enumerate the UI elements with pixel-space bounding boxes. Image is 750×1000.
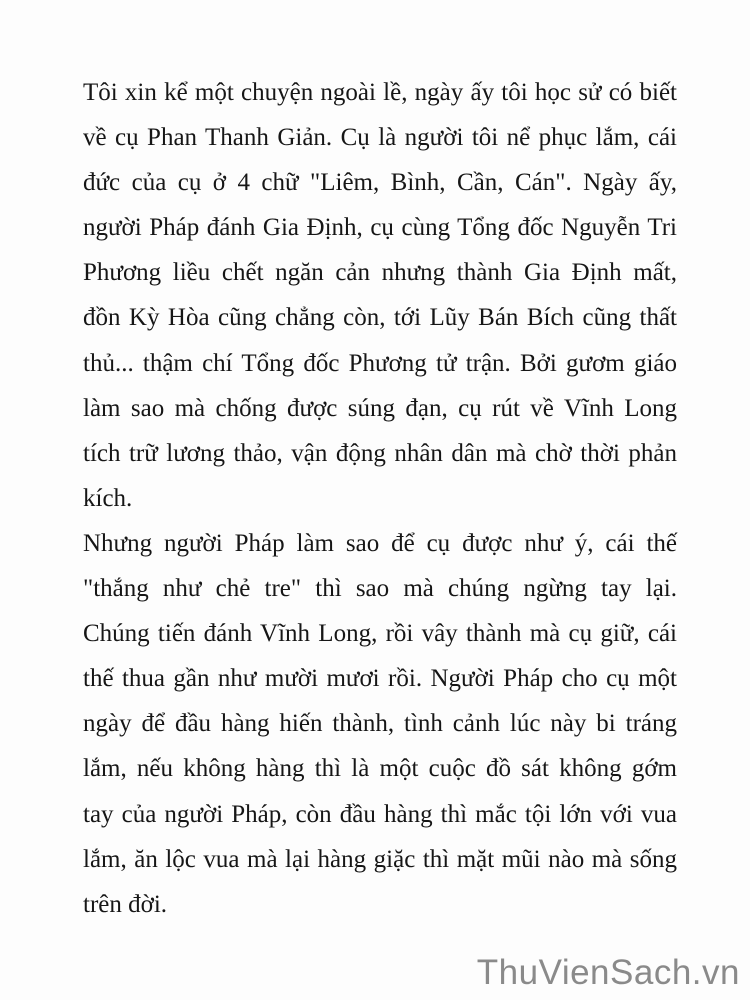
text-line: ngày để đầu hàng hiến thành, tình cảnh lúc này bi tráng <box>83 710 677 738</box>
text-line: đồn Kỳ Hòa cũng chẳng còn, tới Lũy Bán Bích cũng thất <box>83 304 677 332</box>
text-line: người Pháp đánh Gia Định, cụ cùng Tổng đốc Nguyễn Tri <box>83 214 677 242</box>
text-line: làm sao mà chống được súng đạn, cụ rút về Vĩnh Long <box>83 394 677 422</box>
text-line: về cụ Phan Thanh Giản. Cụ là người tôi nể phục lắm, cái <box>83 124 677 152</box>
text-line: trên đời. <box>83 890 168 918</box>
text-line: tích trữ lương thảo, vận động nhân dân mà chờ thời phản <box>83 439 677 467</box>
text-line: kích. <box>83 484 133 512</box>
text-line: lắm, nếu không hàng thì là một cuộc đồ sát không gớm <box>83 755 677 783</box>
text-line: đức của cụ ở 4 chữ "Liêm, Bình, Cần, Cán". Ngày ấy, <box>83 169 677 197</box>
watermark-logo: ThuVienSach.vn <box>476 953 740 992</box>
text-line: Tôi xin kể một chuyện ngoài lề, ngày ấy tôi học sử có biết <box>83 79 677 106</box>
text-line: thủ... thậm chí Tổng đốc Phương tử trận. Bởi gươm giáo <box>83 349 677 377</box>
text-line: lắm, ăn lộc vua mà lại hàng giặc thì mặt mũi nào mà sống <box>83 845 677 873</box>
text-line: "thắng như chẻ tre" thì sao mà chúng ngừng tay lại. <box>83 575 677 603</box>
text-block <box>83 70 677 927</box>
text-line: thế thua gần như mười mươi rồi. Người Pháp cho cụ một <box>83 665 677 693</box>
text-line: Phương liều chết ngăn cản nhưng thành Gia Định mất, <box>83 259 677 287</box>
text-line: Nhưng người Pháp làm sao để cụ được như ý, cái thế <box>83 529 677 557</box>
text-line: Chúng tiến đánh Vĩnh Long, rồi vây thành mà cụ giữ, cái <box>83 620 677 648</box>
text-line: tay của người Pháp, còn đầu hàng thì mắc tội lớn với vua <box>83 800 677 828</box>
